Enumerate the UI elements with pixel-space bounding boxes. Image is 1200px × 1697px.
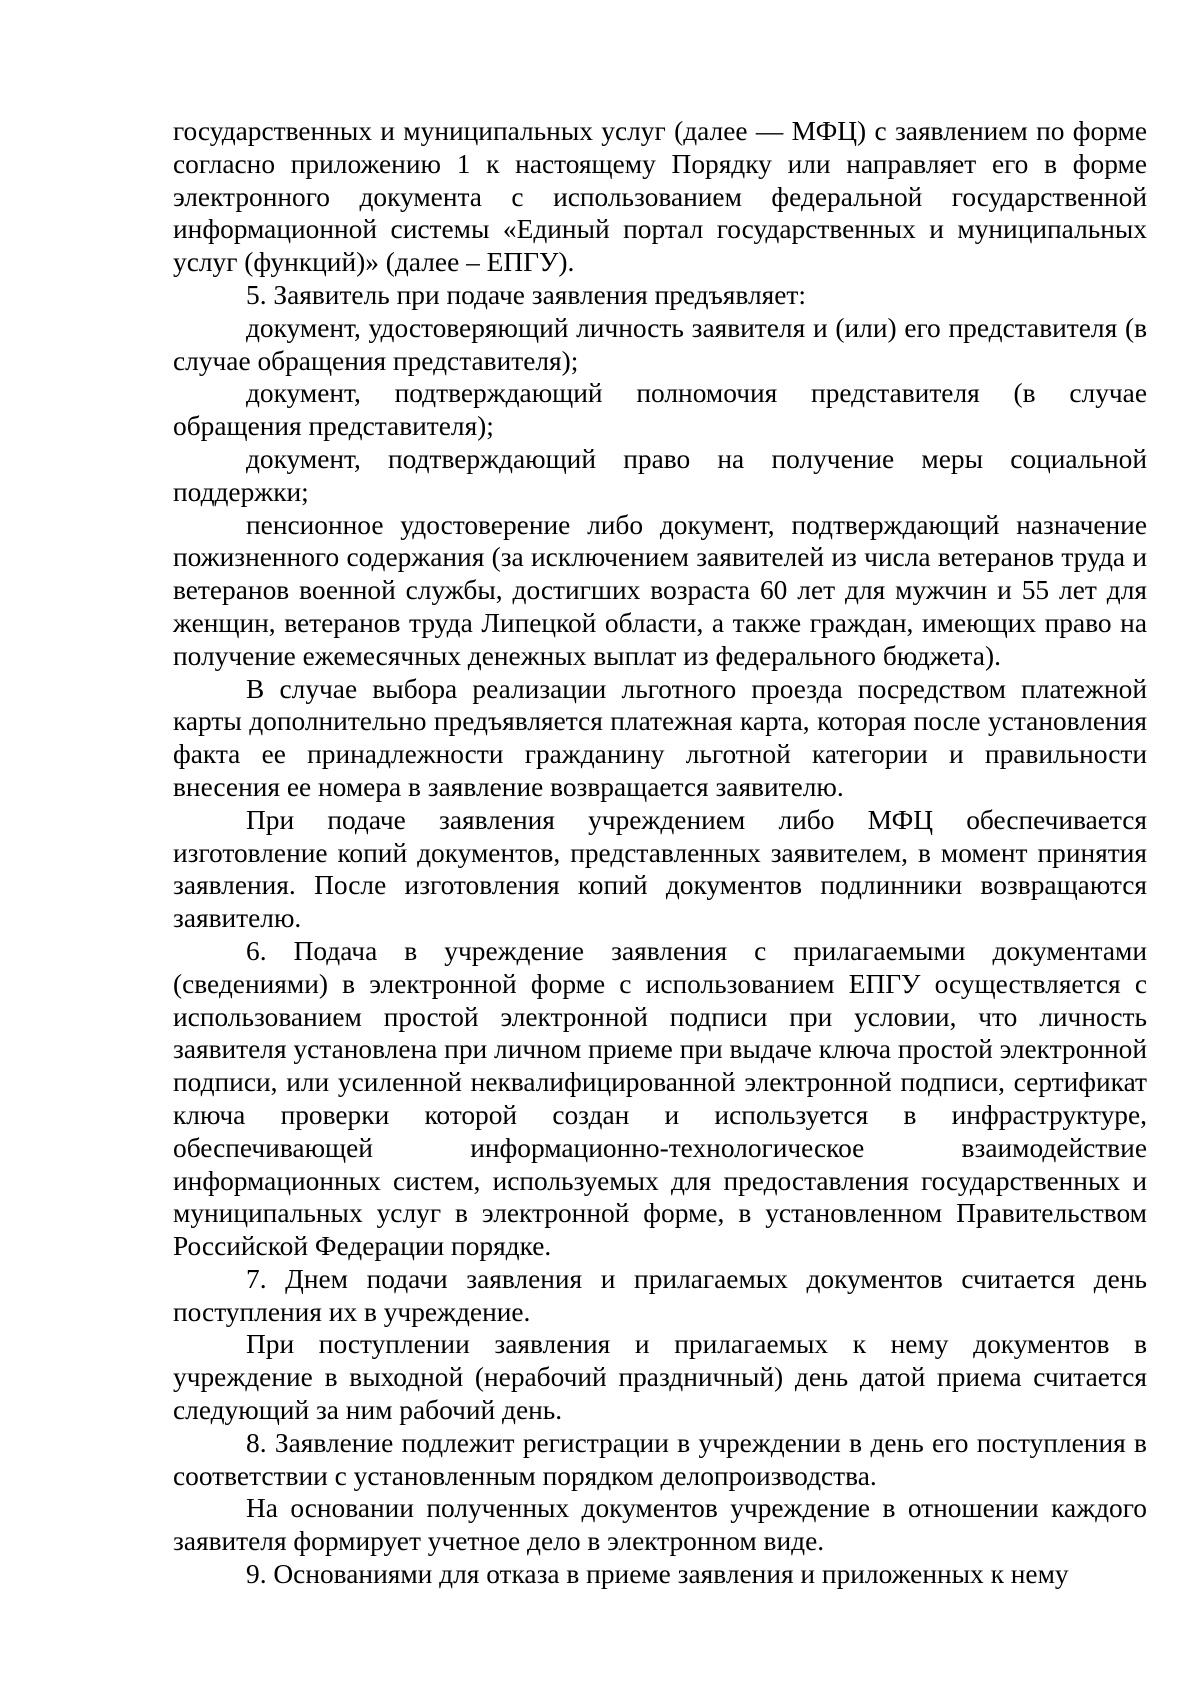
paragraph-holiday-receipt: При поступлении заявления и прилагаемых к нему документов в учреждение в выходной (нерабочий праздничный) день датой приема считается следующий за ним рабочий день. — [173, 1329, 1147, 1426]
paragraph-item-5: 5. Заявитель при подаче заявления предъявляет: — [246, 279, 806, 310]
paragraph-right-document: документ, подтверждающий право на получение меры социальной поддержки; — [173, 443, 1147, 507]
paragraph-item-9: 9. Основаниями для отказа в приеме заявления и приложенных к нему — [246, 1559, 1069, 1590]
paragraph-item-7: 7. Днем подачи заявления и прилагаемых документов считается день поступления их в учреждение. — [173, 1263, 1147, 1327]
paragraph-item-6: 6. Подача в учреждение заявления с прилагаемыми документами (сведениями) в электронной форме с использованием ЕПГУ осуществляется с использованием простой электронной подписи при условии, что личность заявителя установлена при личном приеме при выдаче ключа простой электронной подписи, или усиленной неквалифицированной электронной подписи, сертификат ключа проверки которой создан и используется в инфраструктуре, обеспечивающей информационно-технологическое взаимодействие информационных систем, используемых для предоставления государственных и муниципальных услуг в электронной форме, в установленном Правительством Российской Федерации порядке. — [173, 935, 1147, 1262]
paragraph-document-copies: При подаче заявления учреждением либо МФЦ обеспечивается изготовление копий документов, представленных заявителем, в момент принятия заявления. После изготовления копий документов подлинники возвращаются заявителю. — [173, 804, 1147, 934]
paragraph-continuation: государственных и муниципальных услуг (далее — МФЦ) с заявлением по форме согласно приложению 1 к настоящему Порядку или направляет его в форме электронного документа с использованием федеральной государственной информационной системы «Единый портал государственных и муниципальных услуг (функций)» (далее – ЕПГУ). — [173, 116, 1147, 278]
document-body — [173, 115, 1147, 1591]
paragraph-authority-document: документ, подтверждающий полномочия представителя (в случае обращения представителя); — [173, 378, 1147, 442]
paragraph-account-file: На основании полученных документов учреждение в отношении каждого заявителя формирует учетное дело в электронном виде. — [173, 1493, 1147, 1557]
paragraph-item-8: 8. Заявление подлежит регистрации в учреждении в день его поступления в соответствии с установленным порядком делопроизводства. — [173, 1427, 1147, 1491]
paragraph-pension-certificate: пенсионное удостоверение либо документ, подтверждающий назначение пожизненного содержания (за исключением заявителей из числа ветеранов труда и ветеранов военной службы, достигших возраста 60 лет для мужчин и 55 лет для женщин, ветеранов труда Липецкой области, а также граждан, имеющих право на получение ежемесячных денежных выплат из федерального бюджета). — [173, 509, 1147, 671]
paragraph-payment-card: В случае выбора реализации льготного проезда посредством платежной карты дополнительно предъявляется платежная карта, которая после установления факта ее принадлежности гражданину льготной категории и правильности внесения ее номера в заявление возвращается заявителю. — [173, 673, 1147, 802]
paragraph-identity-document: документ, удостоверяющий личность заявителя и (или) его представителя (в случае обращения представителя); — [173, 312, 1147, 376]
